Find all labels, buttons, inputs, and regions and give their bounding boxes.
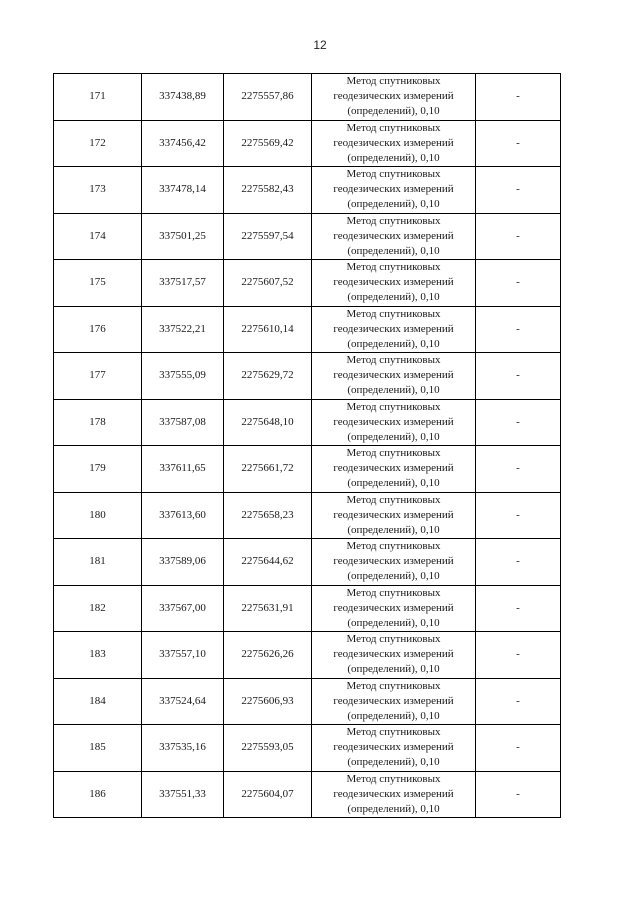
method-cell [312, 585, 476, 632]
note-cell: - [476, 167, 561, 214]
table-row [54, 771, 561, 818]
method-text-line: Метод спутниковых [346, 447, 441, 460]
method-text-line: Метод спутниковых [346, 354, 441, 367]
table-row [54, 678, 561, 725]
method-cell [312, 399, 476, 446]
note-cell: - [476, 213, 561, 260]
table-row [54, 725, 561, 772]
x-coordinate-cell: 337456,42 [142, 120, 224, 167]
method-text-line: Метод спутниковых [346, 679, 441, 692]
table-row [54, 306, 561, 353]
x-coordinate-cell: 337478,14 [142, 167, 224, 214]
method-cell [312, 120, 476, 167]
note-cell: - [476, 306, 561, 353]
method-text-line: (определений), 0,10 [347, 151, 440, 164]
note-cell: - [476, 725, 561, 772]
method-cell [312, 632, 476, 679]
method-text-line: геодезических измерений [333, 462, 454, 475]
x-coordinate-cell: 337587,08 [142, 399, 224, 446]
method-text-line: геодезических измерений [333, 369, 454, 382]
y-coordinate-cell: 2275629,72 [224, 353, 312, 400]
table-row [54, 74, 561, 121]
note-cell: - [476, 492, 561, 539]
point-number-cell: 185 [54, 725, 142, 772]
table-row [54, 167, 561, 214]
y-coordinate-cell: 2275593,05 [224, 725, 312, 772]
table-row [54, 539, 561, 586]
y-coordinate-cell: 2275607,52 [224, 260, 312, 307]
method-text-line: геодезических измерений [333, 787, 454, 800]
method-text-line: Метод спутниковых [346, 261, 441, 274]
y-coordinate-cell: 2275604,07 [224, 771, 312, 818]
method-cell [312, 446, 476, 493]
method-cell [312, 260, 476, 307]
y-coordinate-cell: 2275606,93 [224, 678, 312, 725]
x-coordinate-cell: 337557,10 [142, 632, 224, 679]
point-number-cell: 174 [54, 213, 142, 260]
method-text-line: геодезических измерений [333, 741, 454, 754]
note-cell: - [476, 260, 561, 307]
method-cell [312, 771, 476, 818]
y-coordinate-cell: 2275626,26 [224, 632, 312, 679]
note-cell: - [476, 771, 561, 818]
x-coordinate-cell: 337524,64 [142, 678, 224, 725]
x-coordinate-cell: 337567,00 [142, 585, 224, 632]
method-text-line: геодезических измерений [333, 183, 454, 196]
point-number-cell: 177 [54, 353, 142, 400]
method-text-line: (определений), 0,10 [347, 105, 440, 118]
method-text-line: Метод спутниковых [346, 586, 441, 599]
y-coordinate-cell: 2275597,54 [224, 213, 312, 260]
table-row [54, 399, 561, 446]
method-text-line: (определений), 0,10 [347, 291, 440, 304]
point-number-cell: 182 [54, 585, 142, 632]
method-text-line: (определений), 0,10 [347, 663, 440, 676]
method-text-line: Метод спутниковых [346, 121, 441, 134]
page-number: 12 [313, 38, 327, 52]
method-text-line: Метод спутниковых [346, 772, 441, 785]
method-text-line: Метод спутниковых [346, 400, 441, 413]
point-number-cell: 184 [54, 678, 142, 725]
method-text-line: геодезических измерений [333, 276, 454, 289]
method-text-line: геодезических измерений [333, 90, 454, 103]
x-coordinate-cell: 337438,89 [142, 74, 224, 121]
method-text-line: Метод спутниковых [346, 540, 441, 553]
note-cell: - [476, 120, 561, 167]
method-cell [312, 678, 476, 725]
method-text-line: (определений), 0,10 [347, 570, 440, 583]
point-number-cell: 172 [54, 120, 142, 167]
method-text-line: (определений), 0,10 [347, 802, 440, 815]
method-text-line: геодезических измерений [333, 508, 454, 521]
note-cell: - [476, 353, 561, 400]
note-cell: - [476, 632, 561, 679]
x-coordinate-cell: 337535,16 [142, 725, 224, 772]
y-coordinate-cell: 2275582,43 [224, 167, 312, 214]
y-coordinate-cell: 2275569,42 [224, 120, 312, 167]
point-number-cell: 180 [54, 492, 142, 539]
method-text-line: геодезических измерений [333, 136, 454, 149]
point-number-cell: 179 [54, 446, 142, 493]
method-text-line: Метод спутниковых [346, 726, 441, 739]
x-coordinate-cell: 337589,06 [142, 539, 224, 586]
method-cell [312, 74, 476, 121]
x-coordinate-cell: 337611,65 [142, 446, 224, 493]
note-cell: - [476, 74, 561, 121]
x-coordinate-cell: 337517,57 [142, 260, 224, 307]
note-cell: - [476, 585, 561, 632]
y-coordinate-cell: 2275648,10 [224, 399, 312, 446]
y-coordinate-cell: 2275661,72 [224, 446, 312, 493]
coordinates-table-body [54, 74, 561, 818]
coordinates-table [53, 73, 561, 818]
x-coordinate-cell: 337555,09 [142, 353, 224, 400]
point-number-cell: 175 [54, 260, 142, 307]
method-text-line: (определений), 0,10 [347, 523, 440, 536]
method-text-line: Метод спутниковых [346, 214, 441, 227]
method-text-line: (определений), 0,10 [347, 756, 440, 769]
method-text-line: (определений), 0,10 [347, 616, 440, 629]
method-text-line: геодезических измерений [333, 601, 454, 614]
x-coordinate-cell: 337613,60 [142, 492, 224, 539]
y-coordinate-cell: 2275557,86 [224, 74, 312, 121]
table-row [54, 353, 561, 400]
table-row [54, 585, 561, 632]
point-number-cell: 178 [54, 399, 142, 446]
method-text-line: (определений), 0,10 [347, 198, 440, 211]
table-row [54, 492, 561, 539]
x-coordinate-cell: 337551,33 [142, 771, 224, 818]
point-number-cell: 181 [54, 539, 142, 586]
method-text-line: (определений), 0,10 [347, 477, 440, 490]
method-text-line: (определений), 0,10 [347, 709, 440, 722]
note-cell: - [476, 678, 561, 725]
table-row [54, 260, 561, 307]
point-number-cell: 186 [54, 771, 142, 818]
method-text-line: Метод спутниковых [346, 307, 441, 320]
method-cell [312, 306, 476, 353]
method-text-line: Метод спутниковых [346, 168, 441, 181]
point-number-cell: 171 [54, 74, 142, 121]
note-cell: - [476, 399, 561, 446]
point-number-cell: 183 [54, 632, 142, 679]
method-cell [312, 492, 476, 539]
method-text-line: геодезических измерений [333, 415, 454, 428]
table-row [54, 213, 561, 260]
x-coordinate-cell: 337522,21 [142, 306, 224, 353]
note-cell: - [476, 446, 561, 493]
table-row [54, 632, 561, 679]
method-cell [312, 167, 476, 214]
method-text-line: геодезических измерений [333, 322, 454, 335]
y-coordinate-cell: 2275644,62 [224, 539, 312, 586]
point-number-cell: 176 [54, 306, 142, 353]
method-cell [312, 353, 476, 400]
y-coordinate-cell: 2275631,91 [224, 585, 312, 632]
method-cell [312, 539, 476, 586]
note-cell: - [476, 539, 561, 586]
method-text-line: (определений), 0,10 [347, 337, 440, 350]
method-text-line: геодезических измерений [333, 694, 454, 707]
method-cell [312, 725, 476, 772]
method-text-line: (определений), 0,10 [347, 384, 440, 397]
method-text-line: (определений), 0,10 [347, 430, 440, 443]
table-row [54, 120, 561, 167]
point-number-cell: 173 [54, 167, 142, 214]
method-text-line: геодезических измерений [333, 648, 454, 661]
x-coordinate-cell: 337501,25 [142, 213, 224, 260]
method-cell [312, 213, 476, 260]
method-text-line: геодезических измерений [333, 229, 454, 242]
y-coordinate-cell: 2275610,14 [224, 306, 312, 353]
method-text-line: Метод спутниковых [346, 493, 441, 506]
y-coordinate-cell: 2275658,23 [224, 492, 312, 539]
method-text-line: геодезических измерений [333, 555, 454, 568]
method-text-line: Метод спутниковых [346, 633, 441, 646]
method-text-line: (определений), 0,10 [347, 244, 440, 257]
table-row [54, 446, 561, 493]
method-text-line: Метод спутниковых [346, 75, 441, 88]
